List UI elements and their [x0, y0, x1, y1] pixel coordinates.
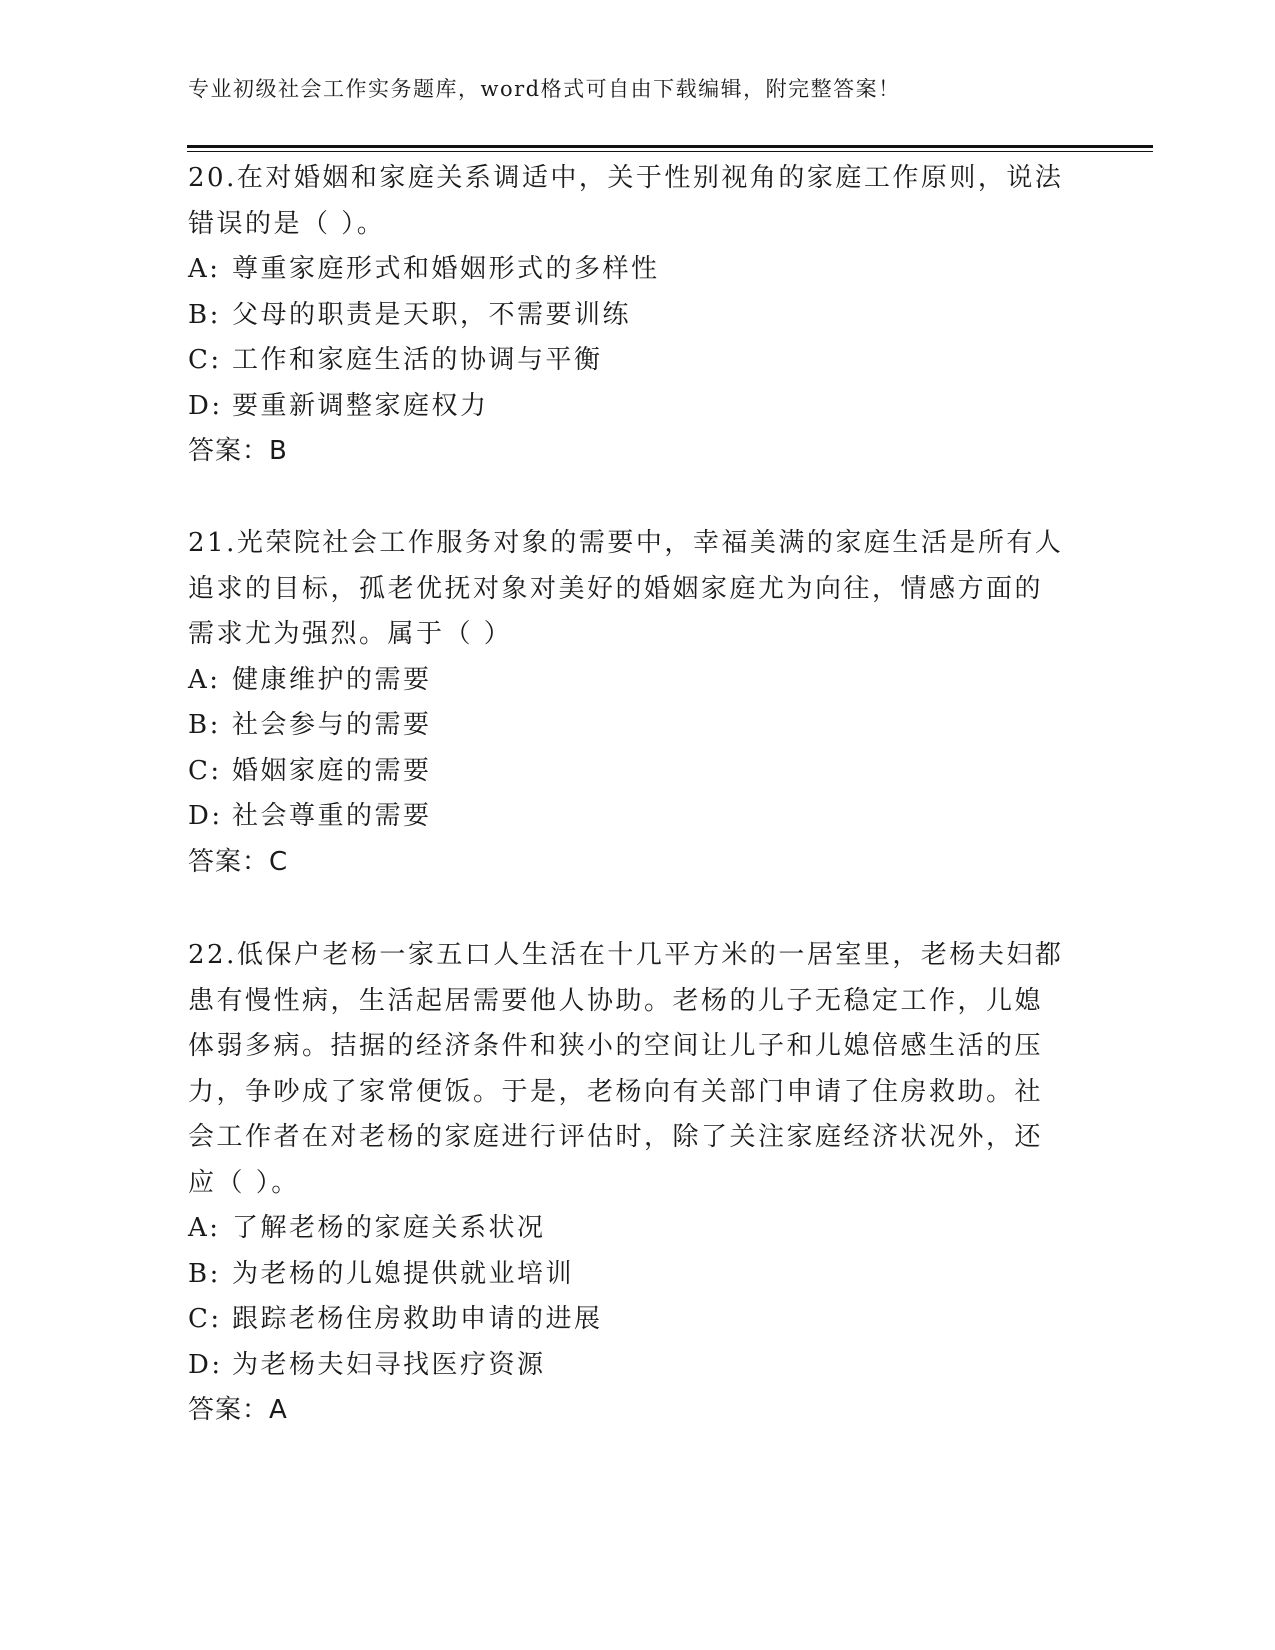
question-stem-line: 20.在对婚姻和家庭关系调适中，关于性别视角的家庭工作原则，说法 — [188, 163, 1064, 193]
header-rule-thin — [187, 151, 1153, 152]
question-20 — [188, 156, 1088, 475]
option-b — [188, 1252, 1088, 1298]
question-stem-line: 21.光荣院社会工作服务对象的需要中，幸福美满的家庭生活是所有人 — [188, 528, 1064, 558]
question-stem-line: 需求尤为强烈。属于（ ） — [188, 619, 513, 649]
question-22 — [188, 933, 1088, 1434]
option-d — [188, 384, 1088, 430]
option-letter: B: — [188, 1258, 221, 1289]
option-b — [188, 703, 1088, 749]
option-a — [188, 247, 1088, 293]
option-letter: D: — [188, 801, 223, 831]
question-stem-line: 追求的目标，孤老优抚对象对美好的婚姻家庭尤为向往，情感方面的 — [188, 573, 1044, 604]
answer-label: 答案：B — [188, 436, 288, 466]
option-letter: A: — [188, 1213, 221, 1243]
option-d — [188, 794, 1088, 840]
option-d — [188, 1343, 1088, 1389]
option-letter: C: — [188, 345, 222, 375]
option-letter: D: — [188, 390, 223, 421]
option-text: 父母的职责是天职，不需要训练 — [232, 299, 632, 330]
option-c — [188, 338, 1088, 384]
header-rule-thick — [187, 145, 1153, 148]
option-text: 为老杨夫妇寻找医疗资源 — [232, 1349, 546, 1380]
option-letter: D: — [188, 1349, 223, 1380]
option-letter: B: — [188, 710, 221, 740]
option-b — [188, 293, 1088, 339]
option-text: 健康维护的需要 — [232, 664, 432, 695]
option-text: 了解老杨的家庭关系状况 — [232, 1213, 546, 1243]
option-letter: C: — [188, 1304, 222, 1334]
question-stem-line: 力，争吵成了家常便饭。于是，老杨向有关部门申请了住房救助。社 — [188, 1076, 1044, 1107]
question-stem-line: 错误的是（ ）。 — [188, 208, 386, 239]
option-c — [188, 1297, 1088, 1343]
option-text: 社会尊重的需要 — [232, 801, 432, 831]
option-text: 工作和家庭生活的协调与平衡 — [232, 345, 603, 375]
option-text: 为老杨的儿媳提供就业培训 — [232, 1258, 575, 1289]
option-letter: C: — [188, 755, 222, 786]
question-stem-line: 体弱多病。拮据的经济条件和狭小的空间让儿子和儿媳倍感生活的压 — [188, 1031, 1044, 1061]
question-stem-line: 22.低保户老杨一家五口人生活在十几平方米的一居室里，老杨夫妇都 — [188, 940, 1064, 970]
option-letter: A: — [188, 664, 221, 695]
option-a — [188, 1206, 1088, 1252]
answer-label: 答案：C — [188, 846, 289, 877]
page-header: 专业初级社会工作实务题库，word格式可自由下载编辑，附完整答案！ — [188, 77, 901, 101]
option-c — [188, 749, 1088, 795]
option-text: 要重新调整家庭权力 — [232, 390, 489, 421]
option-letter: A: — [188, 254, 221, 284]
question-21 — [188, 521, 1088, 885]
option-text: 尊重家庭形式和婚姻形式的多样性 — [232, 254, 660, 284]
question-stem-line: 患有慢性病，生活起居需要他人协助。老杨的儿子无稳定工作，儿媳 — [188, 985, 1044, 1016]
question-stem-line: 会工作者在对老杨的家庭进行评估时，除了关注家庭经济状况外，还 — [188, 1122, 1044, 1152]
answer-label: 答案：A — [188, 1395, 288, 1425]
option-letter: B: — [188, 299, 221, 330]
option-text: 婚姻家庭的需要 — [232, 755, 432, 786]
option-text: 跟踪老杨住房救助申请的进展 — [232, 1304, 603, 1334]
option-text: 社会参与的需要 — [232, 710, 432, 740]
question-stem-line: 应（ ）。 — [188, 1167, 300, 1198]
option-a — [188, 658, 1088, 704]
